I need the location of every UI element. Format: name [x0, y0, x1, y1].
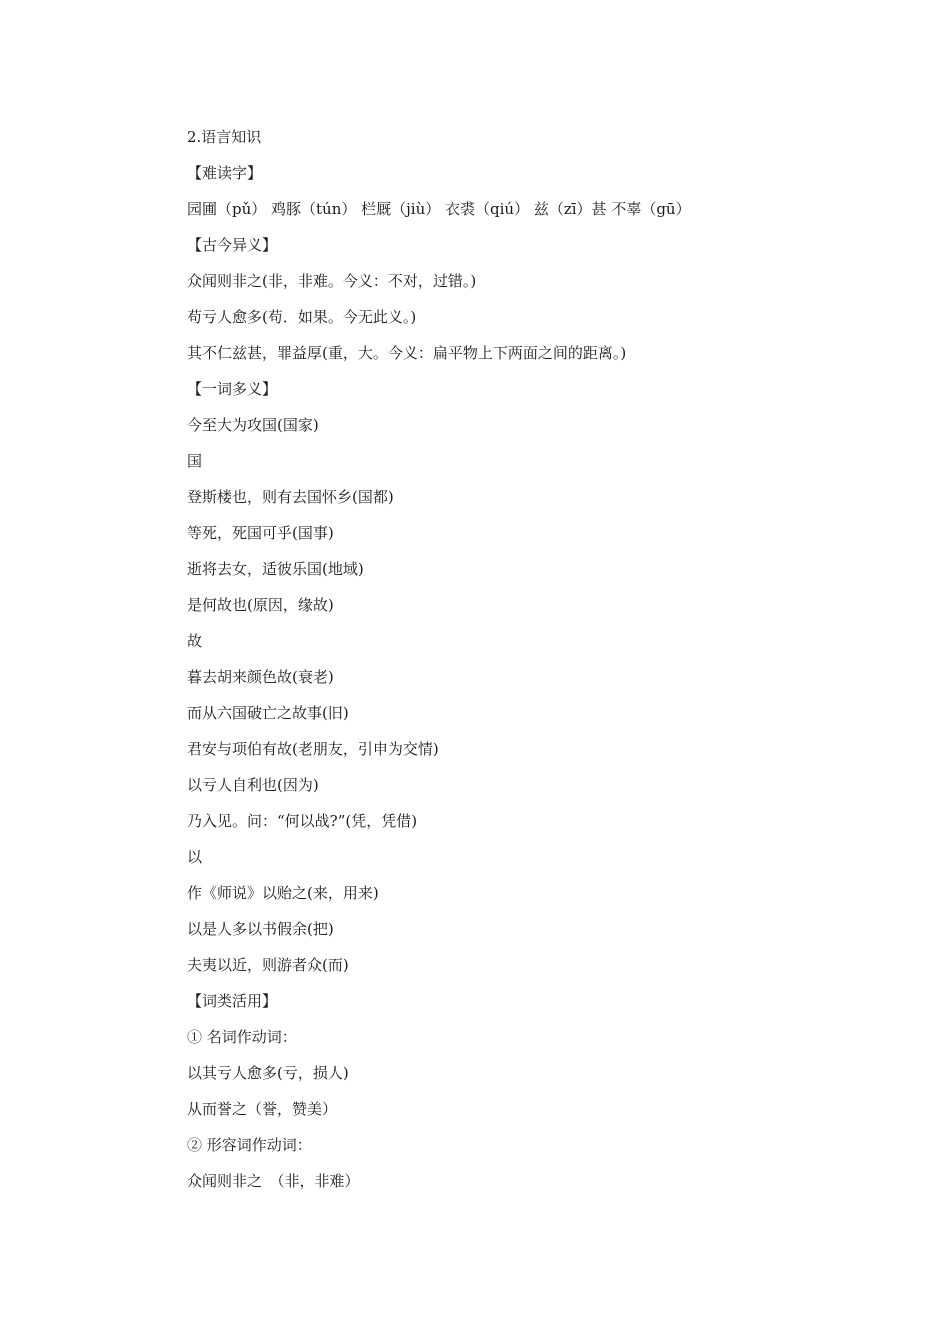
text-line: 乃入见。问：“何以战?”(凭，凭借) — [187, 812, 418, 830]
subsection-heading: 【词类活用】 — [187, 992, 278, 1010]
document-body — [187, 124, 887, 1204]
text-line: 苟亏人愈多(苟．如果。今无此义。) — [187, 308, 417, 326]
subsection-heading: 【古今异义】 — [187, 236, 278, 254]
text-line: 暮去胡来颜色故(衰老) — [187, 668, 334, 686]
text-line: 故 — [187, 632, 203, 650]
text-line: 登斯楼也，则有去国怀乡(国都) — [187, 488, 394, 506]
text-line: 等死，死国可乎(国事) — [187, 524, 334, 542]
text-line: 作《师说》以贻之(来，用来) — [187, 884, 379, 902]
text-line: 是何故也(原因，缘故) — [187, 596, 334, 614]
text-line: 夫夷以近，则游者众(而) — [187, 956, 349, 974]
text-line: 国 — [187, 452, 203, 470]
text-line: 园圃（pǔ） 鸡豚（tún） 栏厩（jiù） 衣裘（qiú） 兹（zī）甚 不辜（gū） — [187, 200, 691, 218]
subsection-heading: 【一词多义】 — [187, 380, 278, 398]
text-line: 以是人多以书假余(把) — [187, 920, 334, 938]
text-line: 君安与项伯有故(老朋友，引申为交情) — [187, 740, 439, 758]
text-line: 而从六国破亡之故事(旧) — [187, 704, 349, 722]
section-heading: 2.语言知识 — [187, 128, 262, 146]
text-line: ② 形容词作动词： — [187, 1136, 312, 1154]
text-line: 众闻则非之 （非，非难） — [187, 1172, 360, 1190]
text-line: 以 — [187, 848, 203, 866]
text-line: 逝将去女，适彼乐国(地域) — [187, 560, 364, 578]
text-line: 以亏人自利也(因为) — [187, 776, 319, 794]
text-line: 众闻则非之(非，非难。今义：不对，过错。) — [187, 272, 477, 290]
text-line: ① 名词作动词： — [187, 1028, 297, 1046]
subsection-heading: 【难读字】 — [187, 164, 263, 182]
text-line: 以其亏人愈多(亏，损人) — [187, 1064, 349, 1082]
text-line: 今至大为攻国(国家) — [187, 416, 319, 434]
text-line: 其不仁兹甚，罪益厚(重，大。今义：扁平物上下两面之间的距离。) — [187, 344, 627, 362]
text-line: 从而誉之（誉，赞美） — [187, 1100, 338, 1118]
